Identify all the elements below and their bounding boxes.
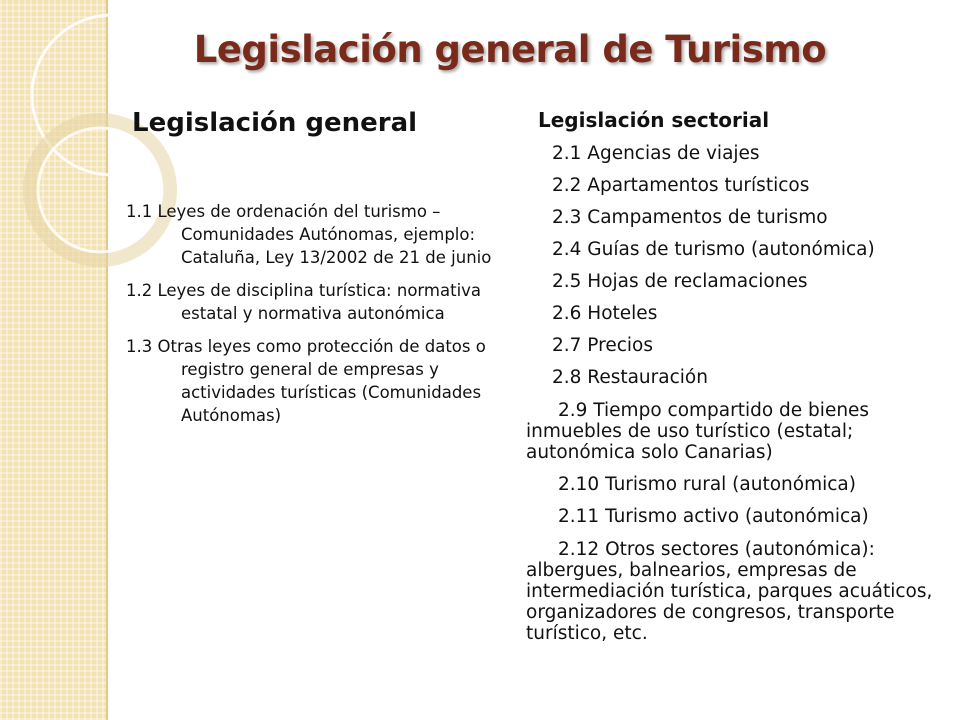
slide-title: Legislación general de Turismo bbox=[193, 28, 827, 71]
list-item: 1.3 Otras leyes como protección de datos o registro general de empresas y actividades turísticas (Comunidades Autónomas) bbox=[126, 337, 486, 425]
list-item: 1.1 Leyes de ordenación del turismo – Comunidades Autónomas, ejemplo: Cataluña, Ley 13/2002 de 21 de junio bbox=[126, 202, 492, 267]
list-item: 2.4 Guías de turismo (autonómica) bbox=[552, 239, 875, 260]
list-item: 1.2 Leyes de disciplina turística: normativa estatal y normativa autonómica bbox=[126, 281, 482, 323]
list-item: 2.9 Tiempo compartido de bienes inmuebles de uso turístico (estatal; autonómica solo Canarias) bbox=[526, 400, 870, 463]
right-column-heading: Legislación sectorial bbox=[538, 108, 770, 132]
sectorial-legislation-list bbox=[526, 138, 958, 650]
list-item: 2.1 Agencias de viajes bbox=[552, 143, 760, 164]
list-item: 2.6 Hoteles bbox=[552, 303, 658, 324]
list-item: 2.2 Apartamentos turísticos bbox=[552, 175, 810, 196]
general-legislation-list bbox=[126, 200, 498, 437]
list-item: 2.7 Precios bbox=[552, 335, 653, 356]
list-item: 2.3 Campamentos de turismo bbox=[552, 207, 828, 228]
list-item: 2.12 Otros sectores (autonómica): albergues, balnearios, empresas de intermediación turística, parques acuáticos, organizadores de congresos, transporte turístico, etc. bbox=[526, 539, 933, 644]
list-item: 2.10 Turismo rural (autonómica) bbox=[558, 474, 856, 495]
list-item: 2.8 Restauración bbox=[552, 367, 708, 388]
left-column-heading: Legislación general bbox=[132, 108, 418, 138]
list-item: 2.11 Turismo activo (autonómica) bbox=[558, 506, 869, 527]
list-item: 2.5 Hojas de reclamaciones bbox=[552, 271, 808, 292]
